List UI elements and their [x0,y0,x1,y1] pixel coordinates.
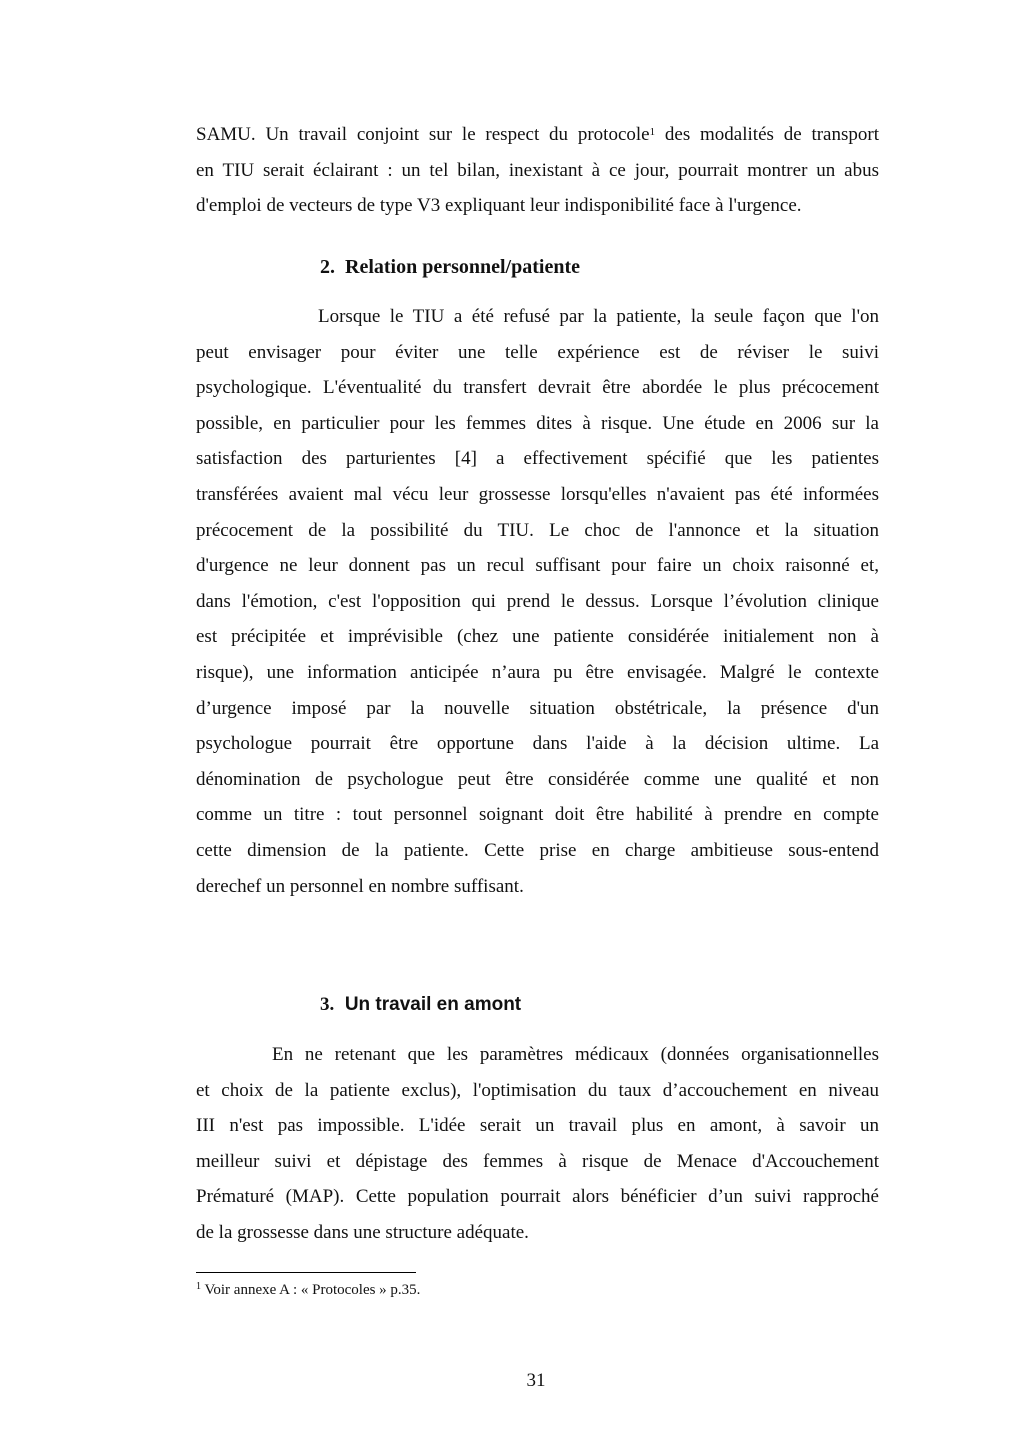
paragraph-line: dans l'émotion, c'est l'opposition qui prend le dessus. Lorsque l’évolution clinique [196,590,879,612]
section-title: Un travail en amont [344,994,522,1015]
paragraph-line: III n'est pas impossible. L'idée serait un travail plus en amont, à savoir un [196,1115,879,1137]
footnote-reference[interactable]: 1 [649,126,656,138]
page-number: 31 [526,1370,546,1391]
paragraph-line: d’urgence imposé par la nouvelle situation obstétricale, la présence d'un [196,697,879,719]
paragraph-line [196,117,879,153]
paragraph-line: psychologue pourrait être opportune dans l'aide à la décision ultime. La [196,733,879,755]
paragraph-line: et choix de la patiente exclus), l'optimisation du taux d’accouchement en niveau [196,1079,879,1101]
paragraph-line: psychologique. L'éventualité du transfert devrait être abordée le plus précocement [196,377,879,399]
paragraph-line: En ne retenant que les paramètres médicaux (données organisationnelles [272,1044,879,1065]
section-heading-2 [320,256,580,279]
paragraph-line: comme un titre : tout personnel soignant doit être habilité à prendre en compte [196,804,879,826]
paragraph-line: cette dimension de la patiente. Cette prise en charge ambitieuse sous-entend [196,839,879,861]
footnote-text: Voir annexe A : « Protocoles » p.35. [201,1282,421,1298]
footnote-separator [196,1272,416,1273]
paragraph-line: derechef un personnel en nombre suffisant. [196,875,524,897]
paragraph-line: meilleur suivi et dépistage des femmes à risque de Menace d'Accouchement [196,1150,879,1172]
section2-paragraph [196,299,879,904]
paragraph-line: Lorsque le TIU a été refusé par la patiente, la seule façon que l'on [318,306,879,327]
section-number: 3. [320,994,335,1015]
paragraph-line: satisfaction des parturientes [4] a effectivement spécifié que les patientes [196,448,879,470]
footnote-marker: 1 [196,1281,201,1292]
paragraph-line: de la grossesse dans une structure adéquate. [196,1221,529,1243]
paragraph-line: risque), une information anticipée n’aura pu être envisagée. Malgré le contexte [196,661,879,683]
paragraph-line: précocement de la possibilité du TIU. Le choc de l'annonce et la situation [196,519,879,541]
intro-paragraph [196,117,879,224]
paragraph-line: peut envisager pour éviter une telle expérience est de réviser le suivi [196,341,879,363]
paragraph-line: en TIU serait éclairant : un tel bilan, inexistant à ce jour, pourrait montrer un abus [196,159,879,181]
line-text: SAMU. Un travail conjoint sur le respect du protocole [196,124,650,145]
section-title: Relation personnel/patiente [345,256,580,278]
paragraph-line: d'emploi de vecteurs de type V3 expliquant leur indisponibilité face à l'urgence. [196,195,802,217]
section3-paragraph [196,1037,879,1251]
paragraph-line: possible, en particulier pour les femmes dites à risque. Une étude en 2006 sur la [196,412,879,434]
footnote [196,1282,420,1299]
paragraph-line: d'urgence ne leur donnent pas un recul suffisant pour faire un choix raisonné et, [196,555,879,577]
line-text: des modalités de transport [655,124,879,145]
section-heading-3 [320,994,521,1016]
section-number: 2. [320,256,335,278]
paragraph-line: dénomination de psychologue peut être considérée comme une qualité et non [196,768,879,790]
paragraph-line: Prématuré (MAP). Cette population pourrait alors bénéficier d’un suivi rapproché [196,1186,879,1208]
paragraph-line: est précipitée et imprévisible (chez une patiente considérée initialement non à [196,626,879,648]
paragraph-line: transférées avaient mal vécu leur grossesse lorsqu'elles n'avaient pas été informées [196,483,879,505]
